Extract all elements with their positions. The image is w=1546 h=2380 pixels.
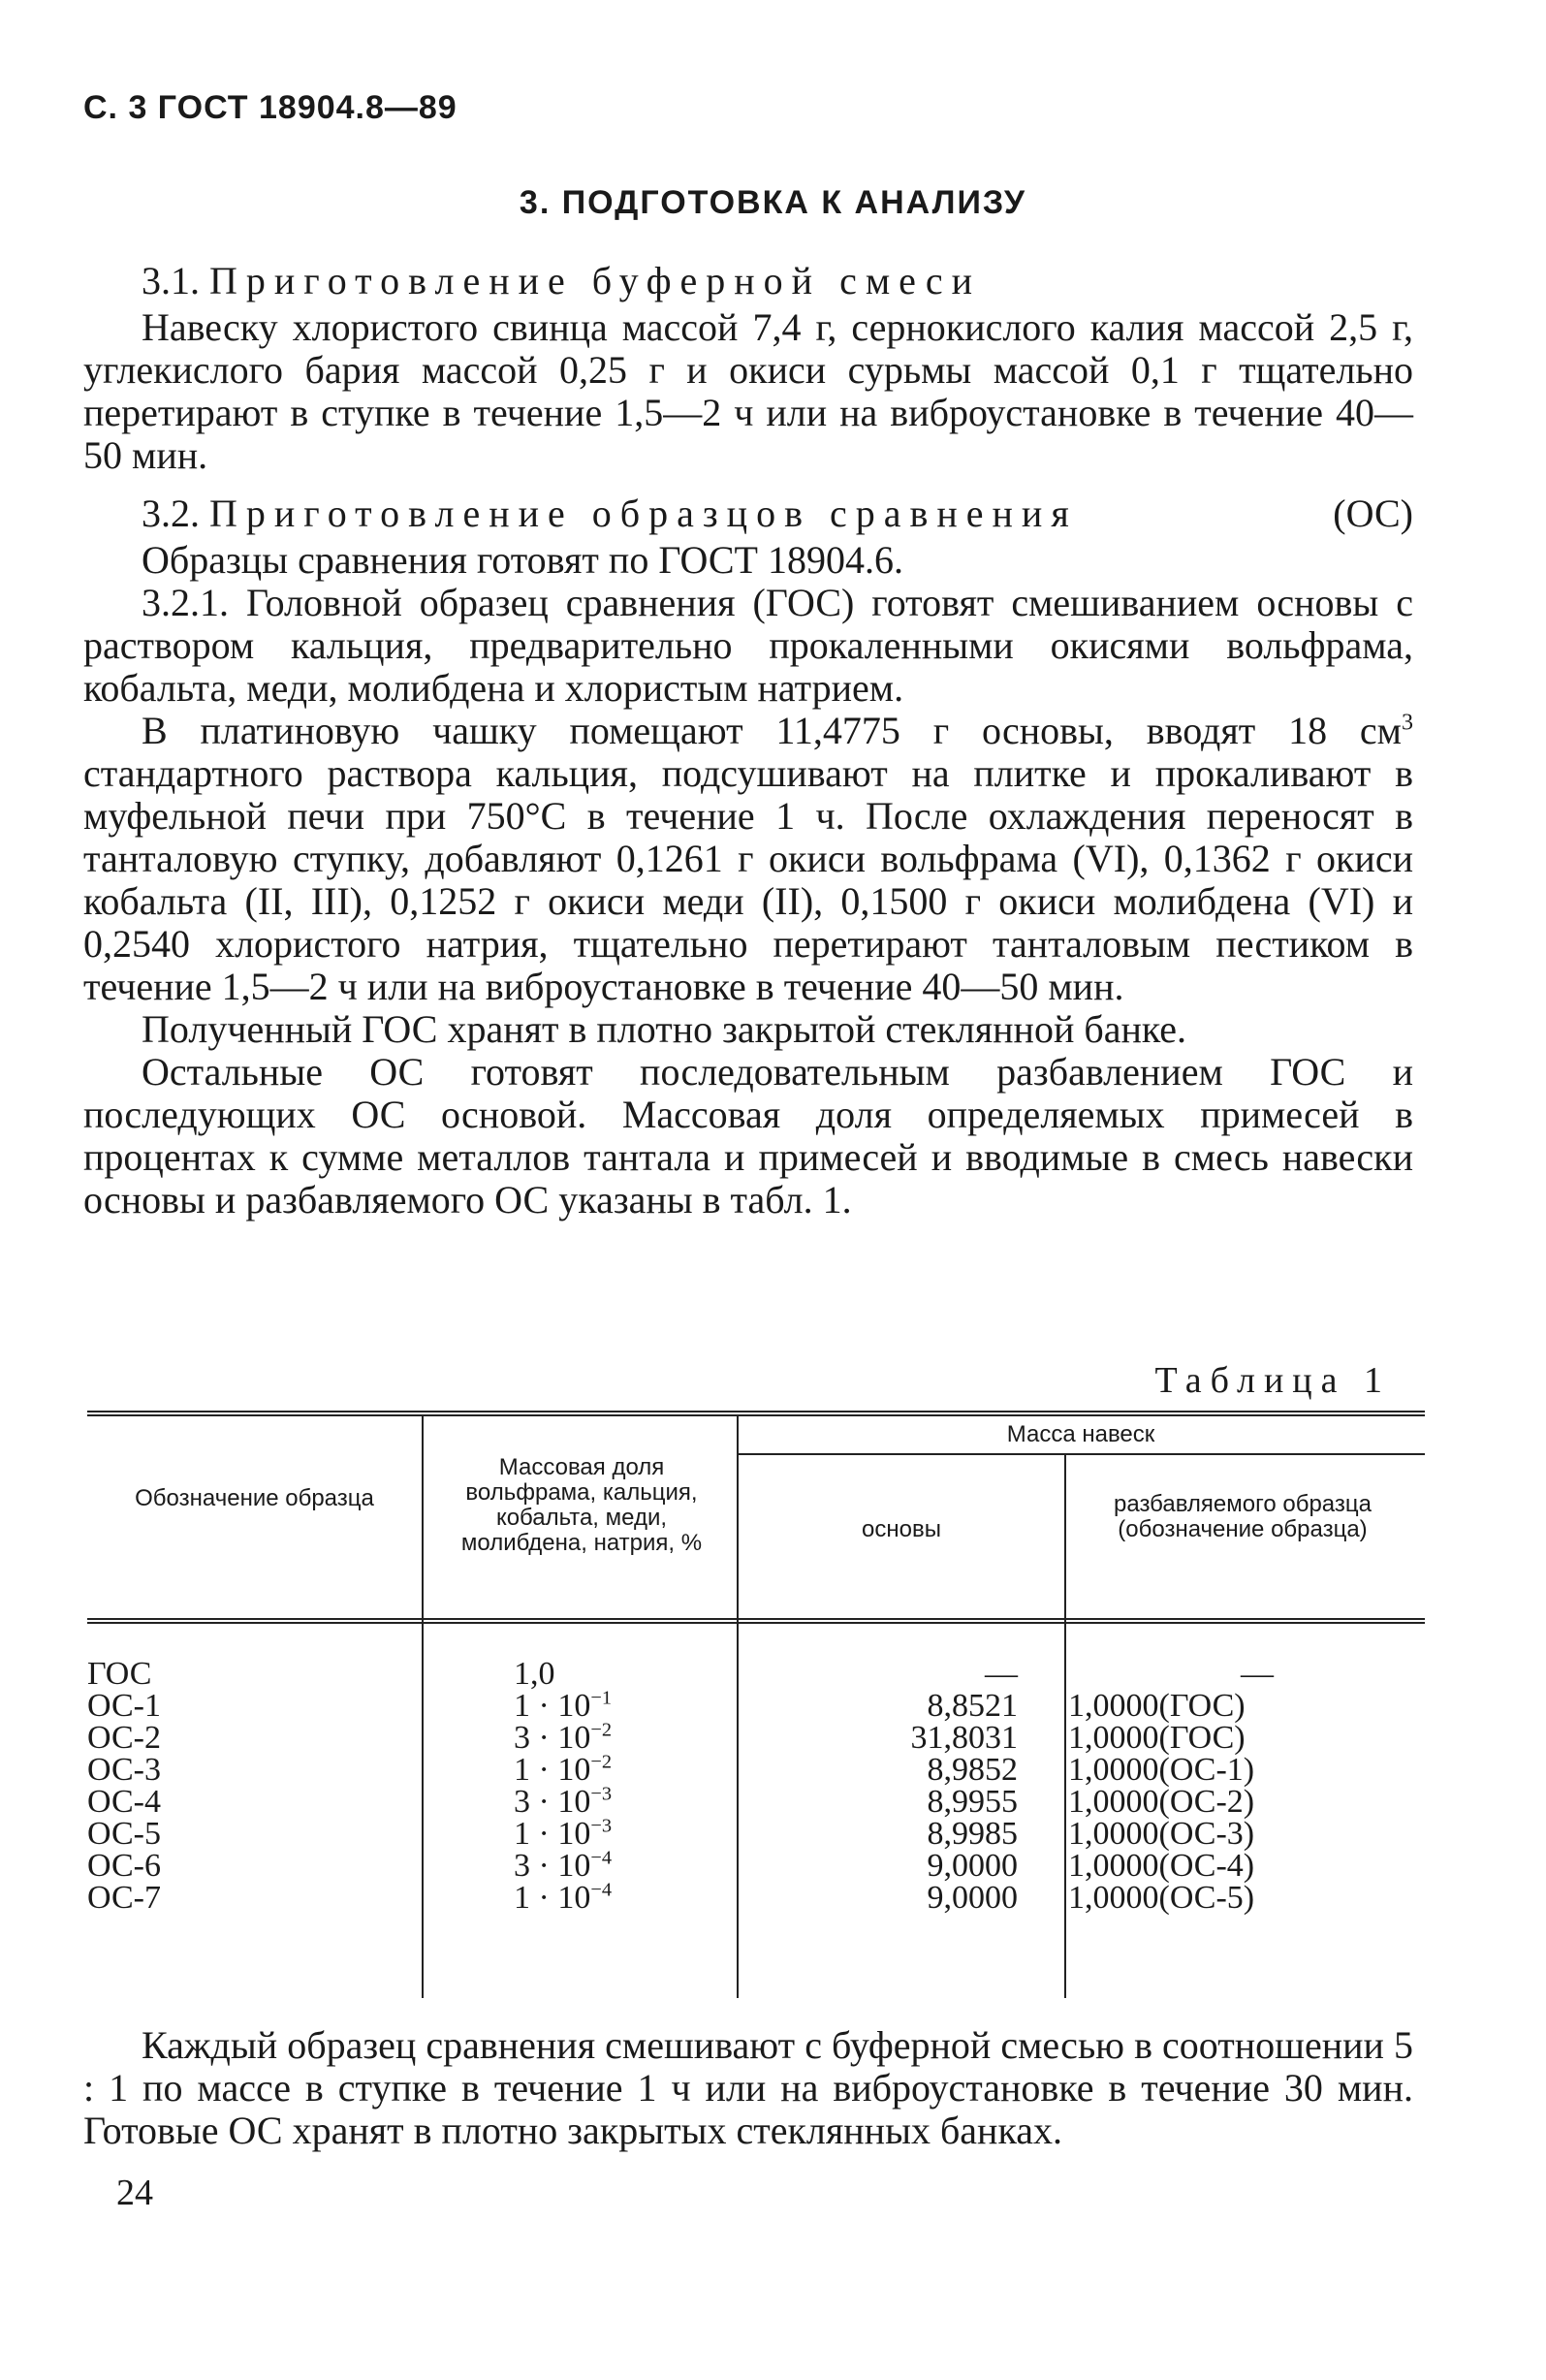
table-cell: ОС-2 (87, 1720, 161, 1756)
table-cell: ОС-4 (87, 1784, 161, 1820)
table-cell: $3 \cdot 10^{-2}$ (514, 1719, 613, 1756)
table-cell: 1,0 (514, 1656, 555, 1692)
page-number: 24 (116, 2173, 153, 2213)
paragraph: Навеску хлористого свинца массой 7,4 г, сернокислого калия массой 2,5 г, углекислого бария массой 0,25 г и окиси сурьмы массой 0,1 г тщательно перетирают в ступке в течение 1,5—2 ч или на виброустановке в течение 40—50 мин. (83, 305, 1413, 477)
paragraph: Остальные ОС готовят последовательным разбавлением ГОС и последующих ОС основой. Массовая доля определяемых примесей в процентах к сумме металлов тантала и примесей и вводимые в смесь навески основы и разбавляемого ОС указаны в табл. 1. (83, 1050, 1413, 1222)
table-cell: 1,0000(ОС-3) (1068, 1816, 1255, 1852)
section-3-2 (83, 492, 1413, 582)
subsection-title: Приготовление буферной смеси (209, 259, 982, 302)
subsection-3-1-heading (83, 260, 1413, 302)
col-header-sample-mass: Масса навеск (1006, 1421, 1155, 1447)
col-header-base: основы (862, 1516, 941, 1542)
col-header-diluted: разбавляемого образца (обозначение образца) (1114, 1491, 1372, 1542)
table-cell: 8,9955 (927, 1784, 1018, 1820)
subsection-abbr: (ОС) (1333, 492, 1413, 535)
table-cell: $3 \cdot 10^{-3}$ (514, 1783, 613, 1820)
subsection-number: 3.2. (142, 492, 200, 535)
table-cell: 1,0000(ОС-2) (1068, 1784, 1255, 1820)
section-3-2-1 (83, 582, 1413, 1222)
col-header-mass-fraction: Массовая доля вольфрама, кальция, кобальта, меди, молибдена, натрия, % (460, 1454, 703, 1556)
header-bottom-rule (87, 1618, 1425, 1620)
table-cell: 1,0000(ГОС) (1068, 1720, 1246, 1756)
subsection-title: Приготовление образцов сравнения (209, 492, 1078, 535)
table-cell: 8,8521 (927, 1688, 1018, 1724)
table-caption: Таблица 1 (1154, 1360, 1391, 1401)
col-header-designation: Обозначение образца (135, 1485, 374, 1511)
table-cell: ОС-7 (87, 1880, 161, 1916)
table-cell: $1 \cdot 10^{-2}$ (514, 1751, 613, 1788)
column-base (785, 1658, 1018, 1914)
paragraph: Образцы сравнения готовят по ГОСТ 18904.6. (142, 538, 903, 582)
table-cell: 8,9985 (927, 1816, 1018, 1852)
table-cell: 1,0000(ОС-4) (1068, 1848, 1255, 1884)
column-diluted (1068, 1658, 1359, 1914)
table-cell: 1,0000(ОС-1) (1068, 1752, 1255, 1788)
column-mass-fraction (514, 1658, 727, 1914)
table-cell: ОС-5 (87, 1816, 161, 1852)
section-3-1 (83, 260, 1413, 477)
table-cell: $1 \cdot 10^{-4}$ (514, 1879, 613, 1916)
table-cell: 1,0000(ГОС) (1068, 1688, 1246, 1724)
closing-paragraph-block (83, 2024, 1413, 2152)
paragraph: Полученный ГОС хранят в плотно закрытой стеклянной банке. (142, 1007, 1187, 1051)
subsection-number: 3.1. (142, 259, 200, 302)
table-cell: $3 \cdot 10^{-4}$ (514, 1847, 613, 1884)
section-title: 3. ПОДГОТОВКА К АНАЛИЗУ (519, 184, 1027, 221)
table-cell: 1,0000(ОС-5) (1068, 1880, 1255, 1916)
table-cell: $1 \cdot 10^{-1}$ (514, 1687, 613, 1724)
page-header: С. 3 ГОСТ 18904.8—89 (83, 89, 457, 126)
subsection-3-2-heading (83, 492, 1413, 535)
table-top-rule (87, 1411, 1425, 1412)
table-cell: ОС-6 (87, 1848, 161, 1884)
table-1 (87, 1411, 1425, 2002)
table-cell: 9,0000 (927, 1880, 1018, 1916)
paragraph: 3.2.1. Головной образец сравнения (ГОС) готовят смешиванием основы с раствором кальция, предварительно прокаленными окисями вольфрама, кобальта, меди, молибдена и хлористым натрием. (83, 581, 1413, 710)
column-designation (87, 1658, 378, 1914)
table-cell: 31,8031 (910, 1720, 1018, 1756)
table-cell: — (985, 1656, 1018, 1692)
table-cell: 8,9852 (927, 1752, 1018, 1788)
table-cell: $1 \cdot 10^{-3}$ (514, 1815, 613, 1852)
paragraph: В платиновую чашку помещают 11,4775 г основы, вводят 18 $см^3$ стандартного раствора кальция, подсушивают на плитке и прокаливают в муфельной печи при 750°С в течение 1 ч. После охлаждения переносят в танталовую ступку, добавляют 0,1261 г окиси вольфрама (VI), 0,1362 г окиси кобальта (II, III), 0,1252 г окиси меди (II), 0,1500 г окиси молибдена (VI) и 0,2540 хлористого натрия, тщательно перетирают танталовым пестиком в течение 1,5—2 ч или на виброустановке в течение 40—50 мин. (83, 709, 1413, 1008)
table-cell: ОС-3 (87, 1752, 161, 1788)
table-cell: — (1241, 1656, 1274, 1692)
paragraph: Каждый образец сравнения смешивают с буферной смесью в соотношении 5 : 1 по массе в ступке в течение 1 ч или на виброустановке в течение 30 мин. Готовые ОС хранят в плотно закрытых стеклянных банках. (83, 2023, 1413, 2152)
table-cell: ОС-1 (87, 1688, 161, 1724)
table-cell: 9,0000 (927, 1848, 1018, 1884)
table-cell: ГОС (87, 1656, 152, 1692)
header-subrule (737, 1453, 1425, 1455)
